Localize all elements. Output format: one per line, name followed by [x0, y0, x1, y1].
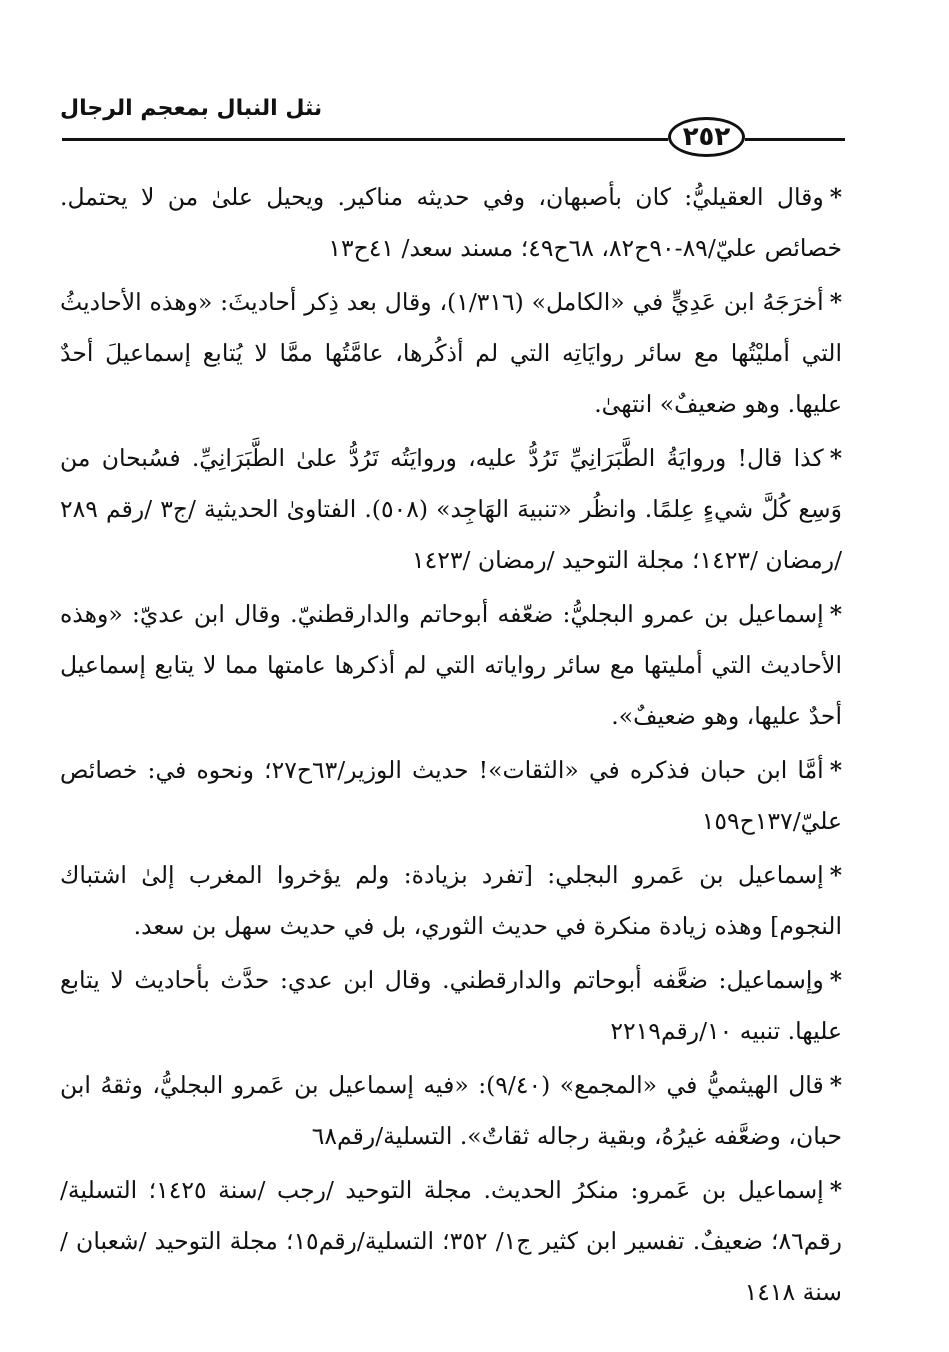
- bullet: *: [829, 288, 842, 316]
- bullet: *: [829, 600, 842, 628]
- entry-text: وإسماعيل: ضعَّفه أبوحاتم والدارقطني. وقال ابن عدي: حدَّث بأحاديث لا يتابع عليها. تنبيه ١٠/رقم٢٢١٩: [60, 966, 842, 1045]
- bullet: *: [829, 183, 842, 211]
- entry: [60, 433, 842, 586]
- running-title: نثل النبال بمعجم الرجال: [60, 96, 323, 121]
- entry-text: أخرَجَهُ ابن عَدِيٍّ في «الكامل» (١/٣١٦)، وقال بعد ذِكر أحاديثَ: «وهذه الأحاديثُ التي أمليْتُها مع سائر روايَاتِه التي لم أذكُرها، عامَّتُها ممَّا لا يُتابع إسماعيلَ أحدٌ عليها. وهو ضعيفٌ» انتهىٰ.: [60, 288, 842, 418]
- header-rule: [62, 138, 668, 141]
- bullet: *: [829, 444, 842, 472]
- bullet: *: [829, 861, 842, 889]
- entry-text: أمَّا ابن حبان فذكره في «الثقات»! حديث الوزير/٦٣ح٢٧؛ ونحوه في: خصائص عليّ/١٣٧ح١٥٩: [60, 756, 842, 835]
- entry: [60, 1165, 842, 1318]
- body-text: [60, 172, 842, 1321]
- bullet: *: [829, 966, 842, 994]
- entry: [60, 745, 842, 847]
- entry: [60, 850, 842, 952]
- entry-text: إسماعيل بن عَمرو: منكرُ الحديث. مجلة التوحيد /رجب /سنة ١٤٢٥؛ التسلية/رقم٨٦؛ ضعيفٌ. تفسير ابن كثير ج١/ ٣٥٢؛ التسلية/رقم١٥؛ مجلة التوحيد /شعبان /سنة ١٤١٨: [60, 1176, 843, 1306]
- bullet: *: [829, 1071, 842, 1099]
- page-number: ٢٥٢: [668, 117, 745, 157]
- bullet: *: [829, 1176, 842, 1204]
- header-rule-tail: [745, 138, 845, 141]
- entry-text: إسماعيل بن عمرو البجليُّ: ضعّفه أبوحاتم والدارقطنيّ. وقال ابن عديّ: «وهذه الأحاديث التي أمليتها مع سائر رواياته التي لم أذكرها عامتها مما لا يتابع إسماعيل أحدٌ عليها، وهو ضعيفٌ».: [60, 600, 842, 730]
- entry: [60, 172, 842, 274]
- entry-text: قال الهيثميُّ في «المجمع» (٩/٤٠): «فيه إسماعيل بن عَمرو البجليُّ، وثقهُ ابن حبان، وضعَّفه غيرُهُ، وبقية رجاله ثقاتٌ». التسلية/رقم٦٨: [60, 1071, 842, 1150]
- entry: [60, 589, 842, 742]
- entry: [60, 1060, 842, 1162]
- entry-text: إسماعيل بن عَمرو البجلي: [تفرد بزيادة: ولم يؤخروا المغرب إلىٰ اشتباك النجوم] وهذه زيادة منكرة في حديث الثوري، بل في حديث سهل بن سعد.: [60, 861, 842, 940]
- entry-text: كذا قال! وروايَةُ الطَّبَرَانِيِّ تَرُدُّ عليه، وروايَتُه تَرُدُّ علىٰ الطَّبَرَانِيِّ. فسُبحان من وَسِع كُلَّ شيءٍ عِلمًا. وانظُر «تنبيهَ الهَاجِد» (٥٠٨). الفتاوىٰ الحديثية /ج٣ /رقم ٢٨٩ /رمضان /١٤٢٣؛ مجلة التوحيد /رمضان /١٤٢٣: [60, 444, 842, 574]
- bullet: *: [829, 756, 843, 784]
- entry-text: وقال العقيليُّ: كان بأصبهان، وفي حديثه مناكير. ويحيل علىٰ من لا يحتمل. خصائص عليّ/٨٩-٩٠ح٨٢، ٦٨ح٤٩؛ مسند سعد/ ٤١ح١٣: [60, 183, 842, 262]
- entry: [60, 277, 842, 430]
- entry: [60, 955, 842, 1057]
